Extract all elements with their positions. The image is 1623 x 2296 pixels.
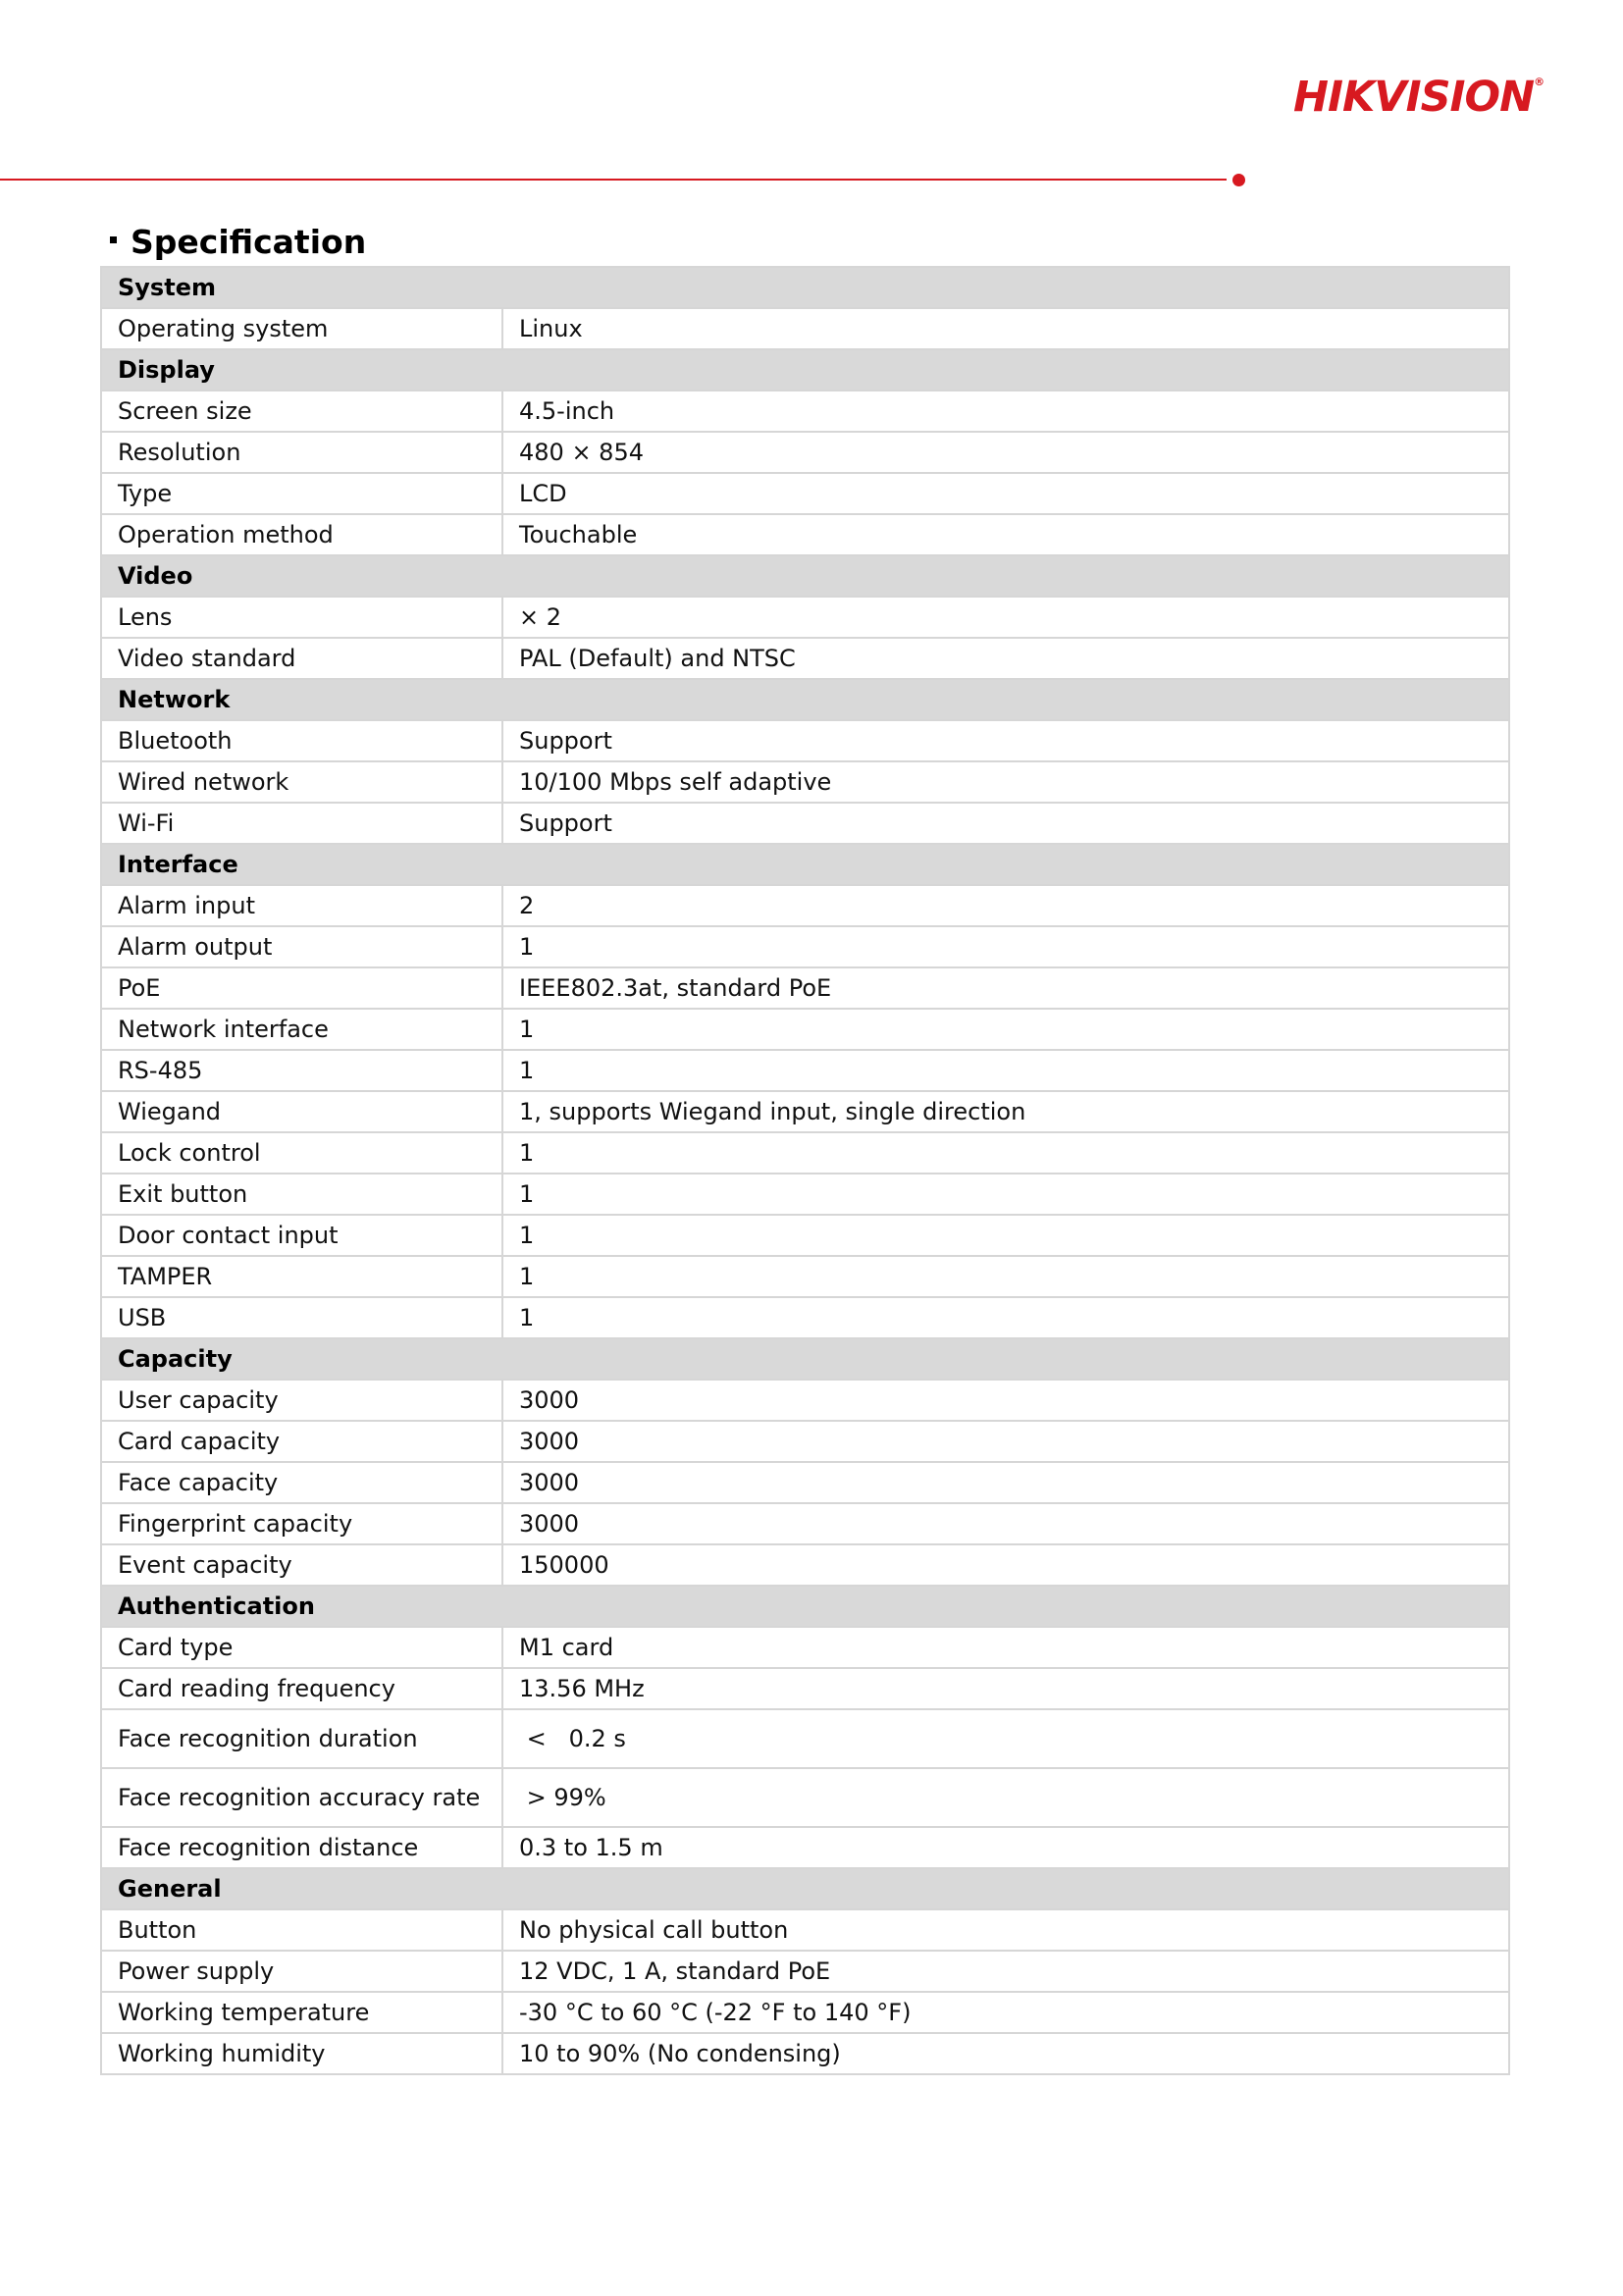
spec-row [101, 1050, 1509, 1091]
spec-row [101, 1827, 1509, 1868]
spec-label: Wi-Fi [101, 803, 502, 844]
spec-label: TAMPER [101, 1256, 502, 1297]
spec-label: Network interface [101, 1009, 502, 1050]
spec-value: 0.3 to 1.5 m [502, 1827, 1509, 1868]
category-row [101, 1338, 1509, 1380]
spec-label: Power supply [101, 1951, 502, 1992]
spec-value: < 0.2 s [502, 1709, 1509, 1768]
category-heading: System [101, 267, 1509, 308]
spec-row [101, 473, 1509, 514]
spec-row [101, 1709, 1509, 1768]
spec-label: Button [101, 1909, 502, 1951]
bullet-icon [110, 236, 117, 243]
spec-row [101, 1421, 1509, 1462]
registered-mark: ® [1534, 76, 1545, 88]
spec-row [101, 1462, 1509, 1503]
spec-row [101, 514, 1509, 555]
spec-label: Exit button [101, 1174, 502, 1215]
spec-value: M1 card [502, 1627, 1509, 1668]
spec-row [101, 803, 1509, 844]
spec-row [101, 391, 1509, 432]
spec-value: 1 [502, 1297, 1509, 1338]
spec-label: Face recognition distance [101, 1827, 502, 1868]
spec-value: 2 [502, 885, 1509, 926]
spec-row [101, 638, 1509, 679]
spec-value: LCD [502, 473, 1509, 514]
spec-label: Door contact input [101, 1215, 502, 1256]
spec-label: Card reading frequency [101, 1668, 502, 1709]
spec-value: PAL (Default) and NTSC [502, 638, 1509, 679]
spec-label: Bluetooth [101, 720, 502, 761]
spec-row [101, 761, 1509, 803]
spec-value: 3000 [502, 1462, 1509, 1503]
spec-value: 4.5-inch [502, 391, 1509, 432]
specification-table [100, 266, 1510, 2075]
spec-label: Wired network [101, 761, 502, 803]
category-heading: Network [101, 679, 1509, 720]
spec-row [101, 1256, 1509, 1297]
spec-label: Resolution [101, 432, 502, 473]
spec-row [101, 720, 1509, 761]
category-heading: Authentication [101, 1586, 1509, 1627]
spec-value: IEEE802.3at, standard PoE [502, 967, 1509, 1009]
category-row [101, 349, 1509, 391]
spec-row [101, 308, 1509, 349]
spec-row [101, 1380, 1509, 1421]
spec-row [101, 1215, 1509, 1256]
spec-value: No physical call button [502, 1909, 1509, 1951]
spec-row [101, 1668, 1509, 1709]
spec-value: Touchable [502, 514, 1509, 555]
spec-value: 1 [502, 1174, 1509, 1215]
spec-label: Lens [101, 597, 502, 638]
spec-label: Event capacity [101, 1544, 502, 1586]
spec-value: 1 [502, 1132, 1509, 1174]
category-heading: Display [101, 349, 1509, 391]
spec-label: Face capacity [101, 1462, 502, 1503]
header-rule-dot [1232, 174, 1245, 186]
spec-label: Alarm input [101, 885, 502, 926]
spec-label: Wiegand [101, 1091, 502, 1132]
spec-label: Operation method [101, 514, 502, 555]
spec-row [101, 597, 1509, 638]
spec-value: > 99% [502, 1768, 1509, 1827]
spec-row [101, 1768, 1509, 1827]
spec-label: Face recognition duration [101, 1709, 502, 1768]
spec-row [101, 1544, 1509, 1586]
spec-value: 3000 [502, 1421, 1509, 1462]
spec-value: 150000 [502, 1544, 1509, 1586]
category-heading: Interface [101, 844, 1509, 885]
category-row [101, 267, 1509, 308]
spec-row [101, 967, 1509, 1009]
spec-label: RS-485 [101, 1050, 502, 1091]
brand-logo [1293, 73, 1564, 122]
category-heading: Video [101, 555, 1509, 597]
specification-table-body [101, 267, 1509, 2074]
spec-label: Card type [101, 1627, 502, 1668]
spec-value: 10/100 Mbps self adaptive [502, 761, 1509, 803]
spec-value: 3000 [502, 1503, 1509, 1544]
spec-value: 480 × 854 [502, 432, 1509, 473]
spec-label: Type [101, 473, 502, 514]
spec-value: 3000 [502, 1380, 1509, 1421]
spec-row [101, 432, 1509, 473]
category-row [101, 1586, 1509, 1627]
spec-label: Operating system [101, 308, 502, 349]
spec-value: 13.56 MHz [502, 1668, 1509, 1709]
spec-label: Face recognition accuracy rate [101, 1768, 502, 1827]
spec-value: Support [502, 803, 1509, 844]
spec-row [101, 1297, 1509, 1338]
category-row [101, 555, 1509, 597]
spec-label: Working temperature [101, 1992, 502, 2033]
spec-value: 1 [502, 926, 1509, 967]
spec-value: -30 °C to 60 °C (-22 °F to 140 °F) [502, 1992, 1509, 2033]
spec-value: × 2 [502, 597, 1509, 638]
category-row [101, 844, 1509, 885]
section-title-text: Specification [131, 223, 367, 261]
spec-row [101, 2033, 1509, 2074]
spec-value: 1 [502, 1256, 1509, 1297]
spec-label: USB [101, 1297, 502, 1338]
spec-label: Fingerprint capacity [101, 1503, 502, 1544]
spec-value: 1 [502, 1215, 1509, 1256]
spec-label: Card capacity [101, 1421, 502, 1462]
spec-value: 12 VDC, 1 A, standard PoE [502, 1951, 1509, 1992]
category-heading: Capacity [101, 1338, 1509, 1380]
spec-label: Video standard [101, 638, 502, 679]
spec-label: User capacity [101, 1380, 502, 1421]
category-row [101, 1868, 1509, 1909]
spec-row [101, 1951, 1509, 1992]
header-rule [0, 179, 1227, 181]
spec-value: 1 [502, 1050, 1509, 1091]
spec-label: PoE [101, 967, 502, 1009]
spec-row [101, 1009, 1509, 1050]
section-title [110, 220, 366, 265]
spec-value: 10 to 90% (No condensing) [502, 2033, 1509, 2074]
spec-row [101, 885, 1509, 926]
spec-value: 1, supports Wiegand input, single direction [502, 1091, 1509, 1132]
spec-value: Linux [502, 308, 1509, 349]
spec-row [101, 1627, 1509, 1668]
category-heading: General [101, 1868, 1509, 1909]
spec-label: Working humidity [101, 2033, 502, 2074]
spec-value: 1 [502, 1009, 1509, 1050]
spec-row [101, 926, 1509, 967]
spec-row [101, 1132, 1509, 1174]
spec-row [101, 1174, 1509, 1215]
spec-value: Support [502, 720, 1509, 761]
spec-row [101, 1909, 1509, 1951]
spec-label: Screen size [101, 391, 502, 432]
spec-label: Alarm output [101, 926, 502, 967]
spec-label: Lock control [101, 1132, 502, 1174]
brand-logo-text: HIKVISION [1293, 73, 1535, 122]
category-row [101, 679, 1509, 720]
spec-row [101, 1992, 1509, 2033]
spec-row [101, 1503, 1509, 1544]
spec-row [101, 1091, 1509, 1132]
